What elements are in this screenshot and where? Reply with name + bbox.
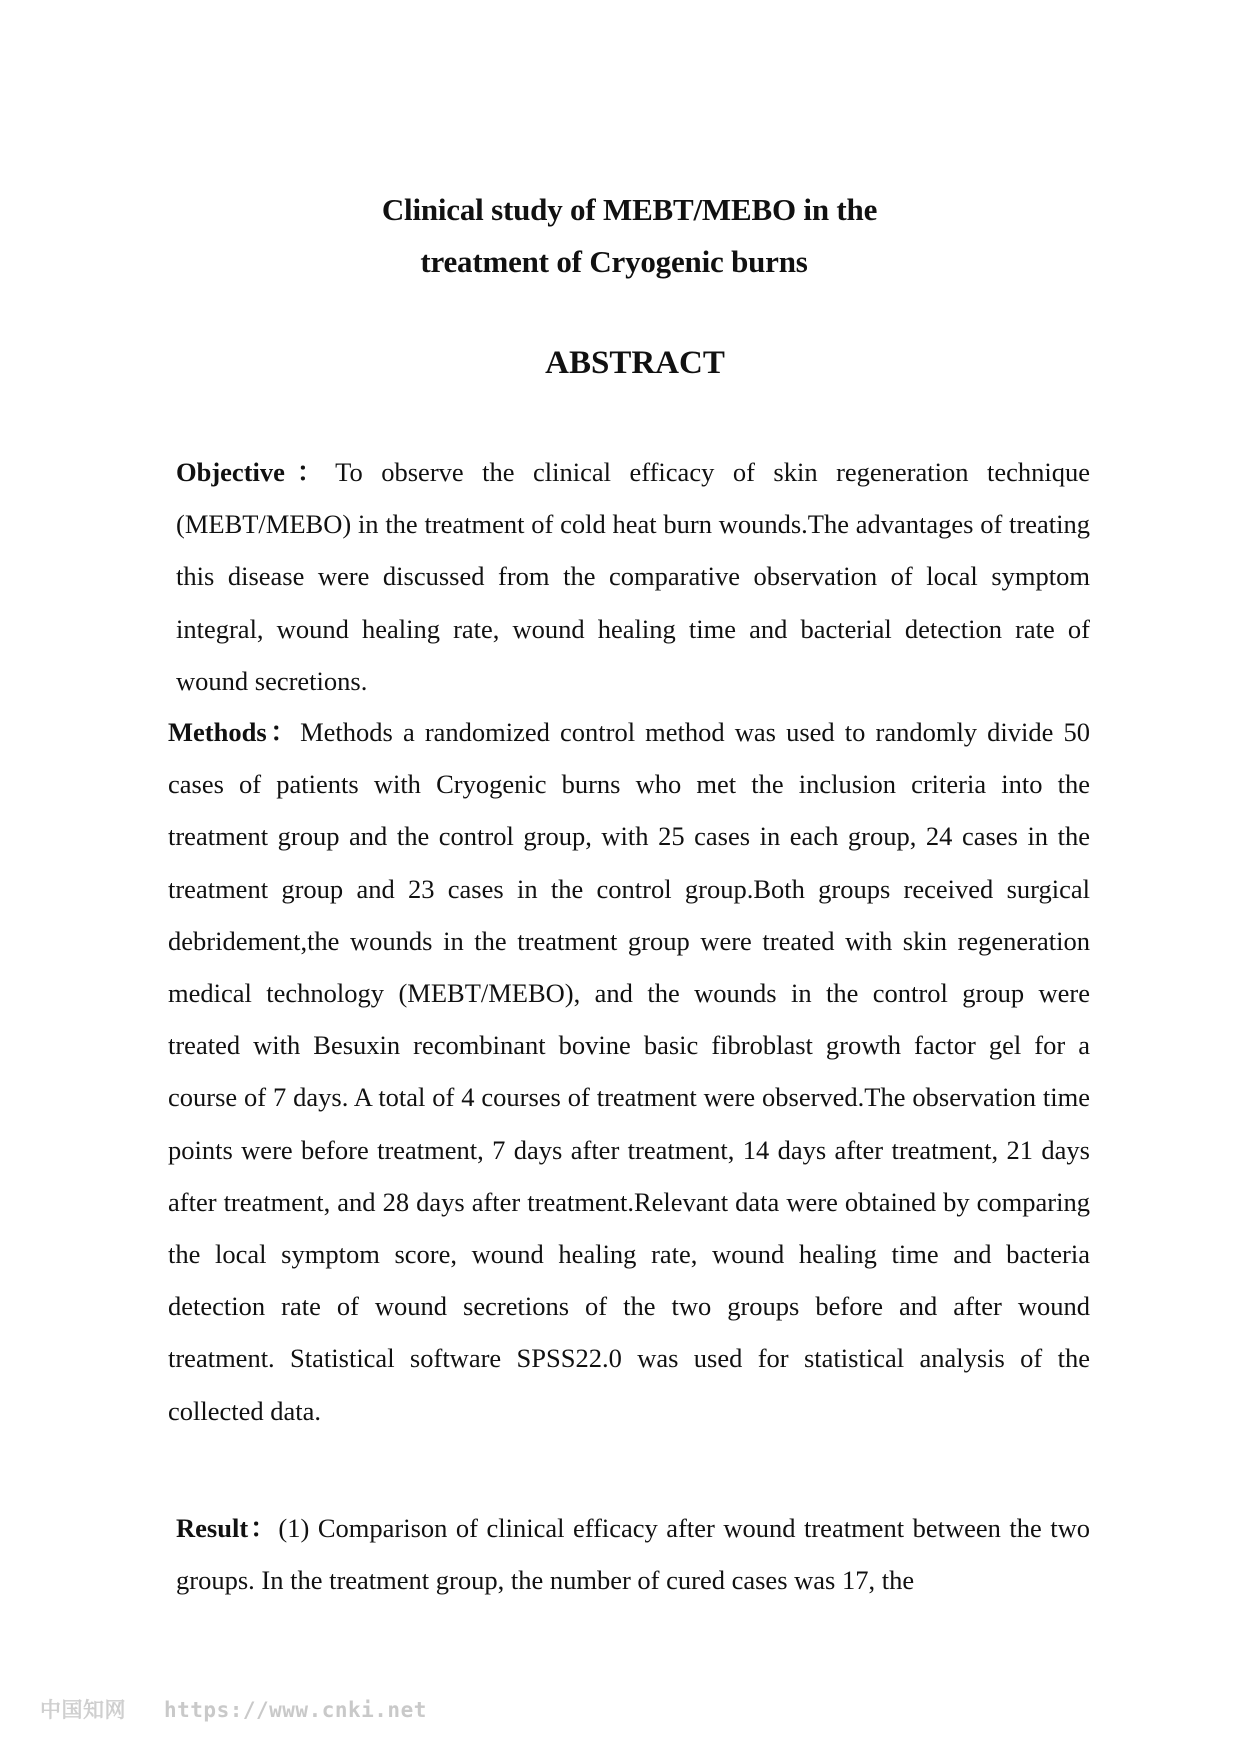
methods-separator: ： [266,717,301,747]
result-paragraph [176,1502,1090,1606]
result-text: (1) Comparison of clinical efficacy after wound treatment between the two groups. In the treatment group, the number of cured cases was 17, the [176,1513,1090,1596]
abstract-heading: ABSTRACT [545,345,725,381]
methods-label: Methods [168,717,267,747]
paper-title [0,184,1234,288]
title-line-1: Clinical study of MEBT/MEBO in the [381,192,878,227]
objective-paragraph [176,446,1090,707]
objective-text: To observe the clinical efficacy of skin regeneration technique (MEBT/MEBO) in the treatment of cold heat burn wounds.The advantages of treating this disease were discussed from the comparative observation of local symptom integral, wound healing rate, wound healing time and bacterial detection rate of wound secretions. [176,457,1091,696]
cnki-url-link[interactable]: https://www.cnki.net [164,1698,427,1722]
objective-label: Objective [176,457,285,487]
objective-separator: ： [284,457,336,487]
title-line-2: treatment of Cryogenic burns [420,244,808,279]
methods-text: Methods a randomized control method was used to randomly divide 50 cases of patients with Cryogenic burns who met the inclusion criteria into the treatment group and the control group, with 25 cases in each group, 24 cases in the treatment group and 23 cases in the control group.Both groups received surgical debridement,the wounds in the treatment group were treated with skin regeneration medical technology (MEBT/MEBO), and the wounds in the control group were treated with Besuxin recombinant bovine basic fibroblast growth factor gel for a course of 7 days. A total of 4 courses of treatment were observed.The observation time points were before treatment, 7 days after treatment, 14 days after treatment, 21 days after treatment, and 28 days after treatment.Relevant data were obtained by comparing the local symptom score, wound healing rate, wound healing time and bacteria detection rate of wound secretions of the two groups before and after wound treatment. Statistical software SPSS22.0 was used for statistical analysis of the collected data. [168,717,1090,1426]
watermark-footer [40,1694,427,1724]
cnki-logo: 中国知网 [40,1698,126,1722]
methods-paragraph [168,706,1090,1437]
result-separator: ： [248,1513,279,1543]
result-label: Result [176,1513,249,1543]
